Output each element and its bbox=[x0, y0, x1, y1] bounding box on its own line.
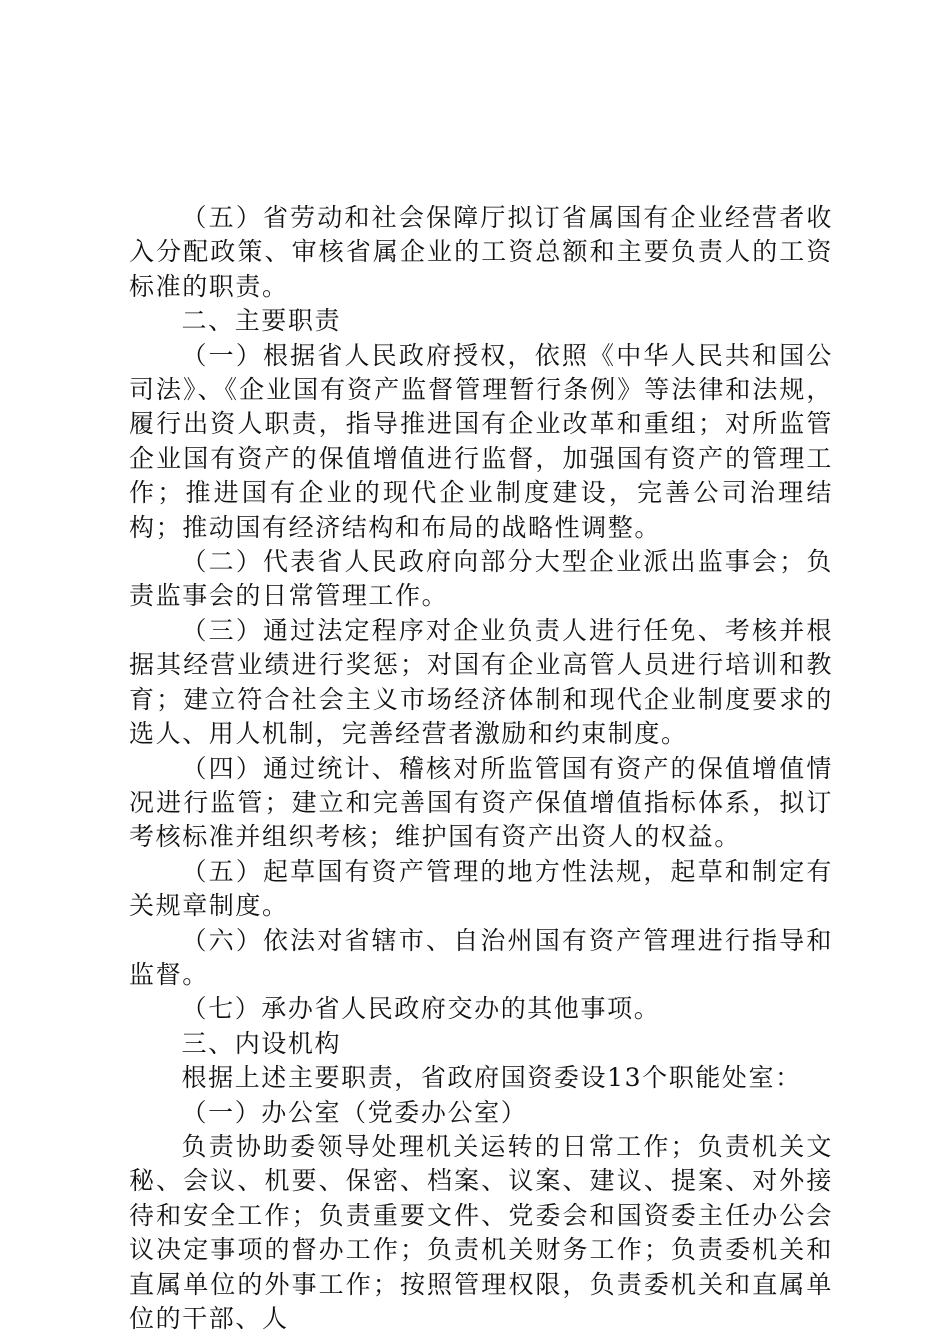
subheading-office: （一）办公室（党委办公室） bbox=[181, 1097, 528, 1127]
paragraph-duty-7: （七）承办省人民政府交办的其他事项。 bbox=[181, 994, 661, 1024]
paragraph-duty-1: （一）根据省人民政府授权，依照《中华人民共和国公司法》、《企业国有资产监督管理暂行条例》等法律和法规，履行出资人职责，指导推进国有企业改革和重组；对所监管企业国有资产的保值增值进行监督，加强国有资产的管理工作；推进国有企业的现代企业制度建设，完善公司治理结构；推动国有经济结构和布局的战略性调整。 bbox=[129, 340, 833, 542]
paragraph-office-duties: 负责协助委领导处理机关运转的日常工作；负责机关文秘、会议、机要、保密、档案、议案、建议、提案、对外接待和安全工作；负责重要文件、党委会和国资委主任办公会议决定事项的督办工作；负责机关财务工作；负责委机关和直属单位的外事工作；按照管理权限，负责委机关和直属单位的干部、人 bbox=[129, 1131, 833, 1333]
paragraph-duty-5: （五）起草国有资产管理的地方性法规，起草和制定有关规章制度。 bbox=[129, 856, 833, 921]
paragraph-duty-4: （四）通过统计、稽核对所监管国有资产的保值增值情况进行监管；建立和完善国有资产保值增值指标体系，拟订考核标准并组织考核；维护国有资产出资人的权益。 bbox=[129, 753, 833, 852]
section-heading-main-duties: 二、主要职责 bbox=[181, 306, 342, 336]
section-heading-internal-structure: 三、内设机构 bbox=[181, 1028, 342, 1058]
document-body bbox=[129, 201, 833, 1336]
paragraph-labor-dept-duty: （五）省劳动和社会保障厅拟订省属国有企业经营者收入分配政策、审核省属企业的工资总额和主要负责人的工资标准的职责。 bbox=[129, 203, 833, 301]
paragraph-duty-3: （三）通过法定程序对企业负责人进行任免、考核并根据其经营业绩进行奖惩；对国有企业高管人员进行培训和教育；建立符合社会主义市场经济体制和现代企业制度要求的选人、用人机制，完善经营者激励和约束制度。 bbox=[129, 615, 833, 749]
paragraph-structure-intro: 根据上述主要职责，省政府国资委设13个职能处室： bbox=[181, 1063, 802, 1093]
paragraph-duty-2: （二）代表省人民政府向部分大型企业派出监事会；负责监事会的日常管理工作。 bbox=[129, 547, 833, 611]
paragraph-duty-6: （六）依法对省辖市、自治州国有资产管理进行指导和监督。 bbox=[129, 925, 833, 989]
